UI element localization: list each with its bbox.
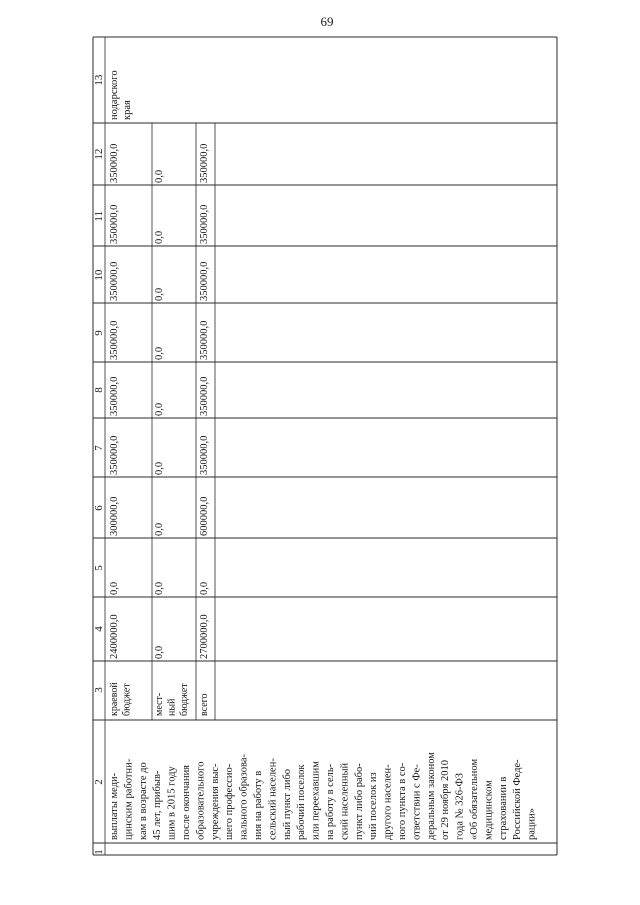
header-number: 8 bbox=[93, 387, 105, 393]
description-line: после окончания bbox=[181, 764, 192, 840]
budget-value: 2700000,0 bbox=[199, 614, 210, 659]
header-number: 13 bbox=[93, 74, 105, 86]
funding-source: всего bbox=[199, 693, 210, 716]
description-line: медицинском bbox=[483, 780, 495, 840]
budget-value: 350000,0 bbox=[199, 261, 210, 301]
executor-line: края bbox=[122, 100, 133, 120]
header-number: 7 bbox=[93, 445, 105, 451]
description-line: страховании в bbox=[497, 776, 509, 840]
funding-source: краевой bbox=[109, 682, 120, 716]
budget-value: 350000,0 bbox=[109, 261, 120, 301]
budget-value: 600000,0 bbox=[199, 496, 210, 536]
budget-value: 0,0 bbox=[154, 287, 165, 301]
description-line: образовательного bbox=[195, 761, 207, 840]
header-number: 10 bbox=[93, 269, 105, 281]
budget-value: 350000,0 bbox=[109, 204, 120, 244]
description-line: на работу в сель- bbox=[325, 763, 336, 840]
description-line: ский населенный bbox=[339, 762, 351, 840]
funding-source: ный bbox=[166, 698, 178, 716]
header-number: 9 bbox=[93, 330, 105, 336]
description-line: нального образова- bbox=[238, 753, 250, 840]
funding-source: бюджет bbox=[121, 683, 133, 716]
description-line: цинским работни- bbox=[123, 758, 135, 840]
budget-value: 300000,0 bbox=[109, 496, 120, 536]
description-line: сельский населен- bbox=[267, 758, 279, 840]
budget-value: 350000,0 bbox=[109, 320, 120, 360]
header-number: 12 bbox=[93, 148, 105, 160]
description-line: шего профессио- bbox=[224, 763, 236, 840]
description-line: шим в 2015 году bbox=[166, 766, 178, 840]
description-line: 45 лет, прибыв- bbox=[152, 770, 164, 840]
budget-value: 350000,0 bbox=[199, 376, 210, 416]
page-number: 69 bbox=[320, 14, 334, 29]
description-line: ния на работу в bbox=[253, 770, 264, 840]
description-line: года № 326-ФЗ bbox=[454, 772, 466, 840]
budget-value: 350000,0 bbox=[109, 376, 120, 416]
budget-value: 350000,0 bbox=[199, 320, 210, 360]
budget-value: 0,0 bbox=[154, 581, 165, 595]
budget-value: 350000,0 bbox=[199, 143, 210, 183]
header-number: 6 bbox=[93, 505, 105, 511]
funding-source: бюджет bbox=[179, 683, 190, 716]
description-line: пункт либо рабо- bbox=[353, 763, 365, 840]
description-line: ный пункт либо bbox=[281, 768, 293, 840]
description-line: учреждения выс- bbox=[209, 763, 221, 840]
header-number: 5 bbox=[93, 565, 105, 571]
budget-value: 0,0 bbox=[154, 402, 165, 416]
description-line: ответствии с Фе- bbox=[411, 764, 423, 840]
description-line: выплаты меди- bbox=[109, 772, 120, 840]
description-line: Российской Феде- bbox=[512, 759, 524, 840]
budget-value: 350000,0 bbox=[109, 143, 120, 183]
description-line: «Об обязательном bbox=[469, 758, 480, 840]
description-line: или переехавшим bbox=[310, 761, 322, 840]
header-numbers bbox=[93, 74, 105, 855]
header-number: 11 bbox=[93, 211, 105, 222]
description-line: чий поселок из bbox=[368, 772, 380, 840]
budget-value: 0,0 bbox=[154, 461, 165, 475]
description-line: кам в возрасте до bbox=[137, 762, 149, 840]
description-line: рабочий поселок bbox=[296, 764, 308, 840]
budget-value: 350000,0 bbox=[109, 435, 120, 475]
executor-column bbox=[109, 70, 133, 120]
funding-source: мест- bbox=[154, 692, 165, 716]
budget-value: 0,0 bbox=[154, 346, 165, 360]
description-line: ного пункта в со- bbox=[397, 762, 408, 840]
description-line: от 29 ноября 2010 bbox=[440, 760, 452, 840]
header-number: 1 bbox=[93, 849, 105, 855]
budget-value: 350000,0 bbox=[199, 435, 210, 475]
description-line: рации» bbox=[526, 807, 538, 840]
budget-rows bbox=[109, 144, 210, 716]
budget-value: 0,0 bbox=[154, 522, 165, 536]
description-line: деральным законом bbox=[425, 752, 437, 840]
description-column bbox=[109, 752, 538, 840]
budget-value: 0,0 bbox=[154, 169, 165, 183]
header-number: 4 bbox=[93, 626, 105, 632]
executor-line: нодарского bbox=[109, 70, 120, 120]
budget-value: 350000,0 bbox=[199, 204, 210, 244]
budget-value: 2400000,0 bbox=[109, 614, 120, 659]
header-number: 2 bbox=[93, 779, 105, 785]
budget-value: 0,0 bbox=[154, 645, 165, 659]
header-number: 3 bbox=[93, 687, 105, 693]
budget-value: 0,0 bbox=[154, 230, 165, 244]
budget-value: 0,0 bbox=[109, 581, 120, 595]
description-line: другого населен- bbox=[382, 764, 394, 840]
budget-value: 0,0 bbox=[199, 581, 210, 595]
